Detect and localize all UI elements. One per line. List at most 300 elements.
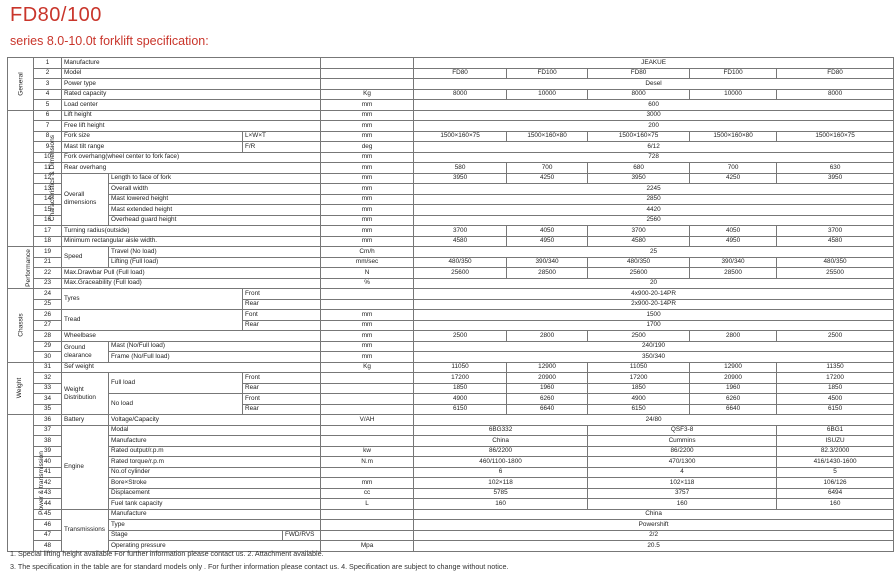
spec-value: 2x900-20-14PR bbox=[414, 299, 894, 310]
row-number: 37 bbox=[34, 425, 62, 436]
spec-unit bbox=[321, 289, 414, 300]
spec-value: 3757 bbox=[588, 488, 777, 499]
spec-value: 6/12 bbox=[414, 142, 894, 153]
table-row bbox=[8, 373, 894, 384]
spec-label: Mast (No/Full load) bbox=[109, 341, 321, 352]
spec-unit: mm bbox=[321, 226, 414, 237]
table-row bbox=[8, 110, 894, 121]
spec-unit: mm bbox=[321, 152, 414, 163]
group-label-general: General bbox=[8, 58, 34, 111]
spec-value: FD80 bbox=[588, 68, 690, 79]
row-number: 38 bbox=[34, 436, 62, 447]
spec-label: Lifting (Full load) bbox=[109, 257, 321, 268]
spec-label: Mast lowered height bbox=[109, 194, 321, 205]
spec-value: 1500×160×75 bbox=[588, 131, 690, 142]
spec-label: Rear bbox=[243, 404, 321, 415]
spec-label: Battery bbox=[62, 415, 109, 426]
spec-value: FD80 bbox=[414, 68, 507, 79]
spec-label: Lift height bbox=[62, 110, 321, 121]
spec-label: Rear bbox=[243, 320, 321, 331]
row-number: 33 bbox=[34, 383, 62, 394]
spec-unit: mm bbox=[321, 100, 414, 111]
spec-value: 2/2 bbox=[414, 530, 894, 541]
spec-label: Length to face of fork bbox=[109, 173, 321, 184]
spec-label: Sef weight bbox=[62, 362, 321, 373]
spec-value: 5 bbox=[777, 467, 894, 478]
spec-value: 20900 bbox=[507, 373, 588, 384]
spec-value: 3000 bbox=[414, 110, 894, 121]
table-row bbox=[8, 236, 894, 247]
spec-label: Minimum rectangular aisle width. bbox=[62, 236, 321, 247]
table-row bbox=[8, 478, 894, 489]
spec-label: Turning radius(outside) bbox=[62, 226, 321, 237]
spec-unit bbox=[321, 394, 414, 405]
table-row bbox=[8, 289, 894, 300]
spec-label: Model bbox=[62, 68, 321, 79]
spec-value: 102×118 bbox=[414, 478, 588, 489]
table-row bbox=[8, 89, 894, 100]
spec-value: 3950 bbox=[414, 173, 507, 184]
row-number: 15 bbox=[34, 205, 62, 216]
spec-value: 700 bbox=[690, 163, 777, 174]
table-row bbox=[8, 520, 894, 531]
spec-unit bbox=[321, 58, 414, 69]
spec-value: 12900 bbox=[690, 362, 777, 373]
spec-value: 6BG1 bbox=[777, 425, 894, 436]
spec-label: Tyres bbox=[62, 289, 243, 310]
spec-unit: mm bbox=[321, 173, 414, 184]
spec-value: 28500 bbox=[507, 268, 588, 279]
spec-value: 17200 bbox=[588, 373, 690, 384]
spec-label: Mast extended height bbox=[109, 205, 321, 216]
row-number: 8 bbox=[34, 131, 62, 142]
spec-value: Powershift bbox=[414, 520, 894, 531]
spec-value: 4500 bbox=[777, 394, 894, 405]
spec-unit: mm bbox=[321, 478, 414, 489]
spec-value: Cummins bbox=[588, 436, 777, 447]
spec-unit: Cm/h bbox=[321, 247, 414, 258]
spec-unit bbox=[321, 425, 414, 436]
row-number: 7 bbox=[34, 121, 62, 132]
spec-value: 4x900-20-14PR bbox=[414, 289, 894, 300]
spec-value: 4420 bbox=[414, 205, 894, 216]
spec-unit: mm bbox=[321, 352, 414, 363]
group-label-dimensions: Characteristics & Dimensions bbox=[8, 110, 34, 247]
spec-label: Wheelbase bbox=[62, 331, 321, 342]
spec-value: 8000 bbox=[777, 89, 894, 100]
footer-note-2: 3. The specification in the table are for standard models only . For further information please contact us. 4. Specification are subject to change without notice. bbox=[10, 562, 509, 571]
spec-unit: mm bbox=[321, 310, 414, 321]
spec-label: No load bbox=[109, 394, 243, 415]
spec-label: Engine bbox=[62, 425, 109, 509]
table-row bbox=[8, 499, 894, 510]
spec-value: 20.5 bbox=[414, 541, 894, 552]
group-label-chassis: Chassis bbox=[8, 289, 34, 363]
spec-value: 6 bbox=[414, 467, 588, 478]
row-number: 31 bbox=[34, 362, 62, 373]
group-label-power: Power & transmission bbox=[8, 415, 34, 552]
row-number: 29 bbox=[34, 341, 62, 352]
group-label-performance: Performance bbox=[8, 247, 34, 289]
spec-value: 630 bbox=[777, 163, 894, 174]
spec-label: Manufacture bbox=[62, 58, 321, 69]
spec-value: 11050 bbox=[414, 362, 507, 373]
spec-unit: deg bbox=[321, 142, 414, 153]
spec-unit: mm bbox=[321, 320, 414, 331]
table-row bbox=[8, 142, 894, 153]
spec-unit: % bbox=[321, 278, 414, 289]
spec-value: 2500 bbox=[777, 331, 894, 342]
row-number: 43 bbox=[34, 488, 62, 499]
spec-value: 1960 bbox=[690, 383, 777, 394]
spec-label: F/R bbox=[243, 142, 321, 153]
spec-label: Transmissions bbox=[62, 509, 109, 551]
spec-value: 2500 bbox=[588, 331, 690, 342]
spec-value: Desel bbox=[414, 79, 894, 90]
table-row bbox=[8, 152, 894, 163]
row-number: 36 bbox=[34, 415, 62, 426]
spec-value: 4580 bbox=[588, 236, 690, 247]
spec-label: Operating pressure bbox=[109, 541, 321, 552]
spec-value: 160 bbox=[414, 499, 588, 510]
row-number: 28 bbox=[34, 331, 62, 342]
spec-value: 6260 bbox=[690, 394, 777, 405]
spec-value: 160 bbox=[777, 499, 894, 510]
spec-value: 6260 bbox=[507, 394, 588, 405]
spec-value: 10000 bbox=[507, 89, 588, 100]
spec-unit: mm bbox=[321, 110, 414, 121]
spec-value: FD100 bbox=[507, 68, 588, 79]
table-row bbox=[8, 163, 894, 174]
spec-label: L×W×T bbox=[243, 131, 321, 142]
spec-label: Displacement bbox=[109, 488, 321, 499]
spec-value: 4900 bbox=[588, 394, 690, 405]
row-number: 35 bbox=[34, 404, 62, 415]
row-number: 24 bbox=[34, 289, 62, 300]
spec-value: 240/190 bbox=[414, 341, 894, 352]
table-row bbox=[8, 194, 894, 205]
spec-unit: mm bbox=[321, 184, 414, 195]
spec-value: 11350 bbox=[777, 362, 894, 373]
row-number: 46 bbox=[34, 520, 62, 531]
row-number: 3 bbox=[34, 79, 62, 90]
spec-unit: mm bbox=[321, 331, 414, 342]
spec-value: 600 bbox=[414, 100, 894, 111]
table-row bbox=[8, 173, 894, 184]
group-label-weight: Weight bbox=[8, 362, 34, 415]
spec-label: Frame (No/Full load) bbox=[109, 352, 321, 363]
row-number: 48 bbox=[34, 541, 62, 552]
spec-value: 12900 bbox=[507, 362, 588, 373]
spec-label: Front bbox=[243, 394, 321, 405]
row-number: 34 bbox=[34, 394, 62, 405]
row-number: 19 bbox=[34, 247, 62, 258]
row-number: 44 bbox=[34, 499, 62, 510]
spec-unit bbox=[321, 467, 414, 478]
spec-label: Stage bbox=[109, 530, 283, 541]
spec-label: Modal bbox=[109, 425, 321, 436]
spec-label: Fork overhang(wheel center to fork face) bbox=[62, 152, 321, 163]
spec-value: 82.3/2000 bbox=[777, 446, 894, 457]
table-row bbox=[8, 341, 894, 352]
spec-value: ISUZU bbox=[777, 436, 894, 447]
table-row bbox=[8, 79, 894, 90]
row-number: 26 bbox=[34, 310, 62, 321]
spec-label: Rear bbox=[243, 299, 321, 310]
row-number: 40 bbox=[34, 457, 62, 468]
spec-unit: V/AH bbox=[321, 415, 414, 426]
spec-value: 6494 bbox=[777, 488, 894, 499]
table-row bbox=[8, 215, 894, 226]
table-row bbox=[8, 278, 894, 289]
spec-value: 3950 bbox=[777, 173, 894, 184]
spec-value: 4950 bbox=[690, 236, 777, 247]
table-row bbox=[8, 257, 894, 268]
spec-unit bbox=[321, 509, 414, 520]
spec-value: 28500 bbox=[690, 268, 777, 279]
spec-value: 1500×160×75 bbox=[414, 131, 507, 142]
spec-value: 3700 bbox=[588, 226, 690, 237]
spec-value: FD100 bbox=[690, 68, 777, 79]
spec-value: 2800 bbox=[507, 331, 588, 342]
spec-value: 2245 bbox=[414, 184, 894, 195]
table-row bbox=[8, 58, 894, 69]
spec-value: 4050 bbox=[690, 226, 777, 237]
spec-label: FWD/RVS bbox=[283, 530, 321, 541]
spec-label: Rated capacity bbox=[62, 89, 321, 100]
spec-value: 460/1100-1800 bbox=[414, 457, 588, 468]
table-row bbox=[8, 121, 894, 132]
spec-value: 86/2200 bbox=[588, 446, 777, 457]
spec-unit: mm bbox=[321, 215, 414, 226]
table-row bbox=[8, 488, 894, 499]
spec-unit: cc bbox=[321, 488, 414, 499]
spec-value: 580 bbox=[414, 163, 507, 174]
spec-value: 390/340 bbox=[507, 257, 588, 268]
spec-value: 4250 bbox=[690, 173, 777, 184]
spec-value: 4950 bbox=[507, 236, 588, 247]
spec-value: 6150 bbox=[777, 404, 894, 415]
spec-label: Overall dimensions bbox=[62, 173, 109, 226]
spec-label: Free lift height bbox=[62, 121, 321, 132]
spec-label: Fork size bbox=[62, 131, 243, 142]
spec-label: Front bbox=[243, 373, 321, 384]
row-number: 1 bbox=[34, 58, 62, 69]
table-row bbox=[8, 268, 894, 279]
spec-label: Ground clearance bbox=[62, 341, 109, 362]
row-number: 5 bbox=[34, 100, 62, 111]
spec-value: 1500 bbox=[414, 310, 894, 321]
spec-label: Fuel tank capacity bbox=[109, 499, 321, 510]
spec-value: 4580 bbox=[777, 236, 894, 247]
spec-unit: N bbox=[321, 268, 414, 279]
spec-label: Front bbox=[243, 289, 321, 300]
spec-value: 6640 bbox=[507, 404, 588, 415]
row-number: 27 bbox=[34, 320, 62, 331]
spec-unit: Kg bbox=[321, 89, 414, 100]
spec-value: 4900 bbox=[414, 394, 507, 405]
spec-label: Mast tilt range bbox=[62, 142, 243, 153]
row-number: 14 bbox=[34, 194, 62, 205]
spec-value: JEAKUE bbox=[414, 58, 894, 69]
spec-value: 1960 bbox=[507, 383, 588, 394]
spec-unit bbox=[321, 383, 414, 394]
spec-label: Weight Distribution bbox=[62, 373, 109, 415]
spec-value: 480/350 bbox=[588, 257, 690, 268]
spec-label: Tread bbox=[62, 310, 243, 331]
table-row bbox=[8, 394, 894, 405]
row-number: 41 bbox=[34, 467, 62, 478]
spec-value: China bbox=[414, 436, 588, 447]
spec-label: Max.Drawbar Pull (Full load) bbox=[62, 268, 321, 279]
spec-label: Rated torque/r.p.m bbox=[109, 457, 321, 468]
table-row bbox=[8, 436, 894, 447]
spec-value: 24/80 bbox=[414, 415, 894, 426]
spec-value: 4 bbox=[588, 467, 777, 478]
table-row bbox=[8, 446, 894, 457]
spec-label: Overall width bbox=[109, 184, 321, 195]
spec-value: 86/2200 bbox=[414, 446, 588, 457]
spec-value: 4250 bbox=[507, 173, 588, 184]
spec-value: FD80 bbox=[777, 68, 894, 79]
spec-unit bbox=[321, 68, 414, 79]
spec-label: Bore×Stroke bbox=[109, 478, 321, 489]
spec-value: 680 bbox=[588, 163, 690, 174]
spec-value: 6BG332 bbox=[414, 425, 588, 436]
table-row bbox=[8, 247, 894, 258]
spec-value: 1700 bbox=[414, 320, 894, 331]
spec-value: 2850 bbox=[414, 194, 894, 205]
spec-value: China bbox=[414, 509, 894, 520]
spec-value: 480/350 bbox=[414, 257, 507, 268]
row-number: 47 bbox=[34, 530, 62, 541]
row-number: 32 bbox=[34, 373, 62, 384]
spec-unit bbox=[321, 530, 414, 541]
table-row bbox=[8, 100, 894, 111]
spec-unit: mm bbox=[321, 205, 414, 216]
row-number: 13 bbox=[34, 184, 62, 195]
footer-note-1: 1. Special lifting height available For further information please contact us. 2. Attachment available. bbox=[10, 549, 324, 558]
spec-value: 1850 bbox=[414, 383, 507, 394]
spec-value: 1500×160×80 bbox=[507, 131, 588, 142]
spec-value: 3700 bbox=[414, 226, 507, 237]
row-number: 11 bbox=[34, 163, 62, 174]
spec-value: 25600 bbox=[588, 268, 690, 279]
spec-value: 102×118 bbox=[588, 478, 777, 489]
spec-unit bbox=[321, 79, 414, 90]
spec-value: 20900 bbox=[690, 373, 777, 384]
spec-label: Power type bbox=[62, 79, 321, 90]
spec-value: 10000 bbox=[690, 89, 777, 100]
row-number: 16 bbox=[34, 215, 62, 226]
row-number: 2 bbox=[34, 68, 62, 79]
row-number: 39 bbox=[34, 446, 62, 457]
table-row bbox=[8, 68, 894, 79]
spec-value: 106/126 bbox=[777, 478, 894, 489]
spec-label: Manufacture bbox=[109, 509, 321, 520]
spec-label: Rear overhang bbox=[62, 163, 321, 174]
spec-unit: N.m bbox=[321, 457, 414, 468]
spec-value: 1500×160×75 bbox=[777, 131, 894, 142]
spec-value: 25 bbox=[414, 247, 894, 258]
spec-value: 728 bbox=[414, 152, 894, 163]
spec-value: 8000 bbox=[414, 89, 507, 100]
spec-value: 6150 bbox=[414, 404, 507, 415]
page-title: FD80/100 bbox=[10, 4, 102, 26]
spec-value: 1500×160×80 bbox=[690, 131, 777, 142]
table-row bbox=[8, 331, 894, 342]
spec-value: 17200 bbox=[414, 373, 507, 384]
spec-value: 2500 bbox=[414, 331, 507, 342]
spec-label: Overhead guard height bbox=[109, 215, 321, 226]
spec-unit: mm/sec bbox=[321, 257, 414, 268]
row-number: 22 bbox=[34, 268, 62, 279]
spec-value: 8000 bbox=[588, 89, 690, 100]
row-number: 42 bbox=[34, 478, 62, 489]
spec-unit: mm bbox=[321, 236, 414, 247]
spec-value: 390/340 bbox=[690, 257, 777, 268]
table-row bbox=[8, 509, 894, 520]
spec-value: 2800 bbox=[690, 331, 777, 342]
spec-label: Voltage/Capacity bbox=[109, 415, 321, 426]
spec-value: 6640 bbox=[690, 404, 777, 415]
spec-label: Speed bbox=[62, 247, 109, 268]
spec-label: Travel (No load) bbox=[109, 247, 321, 258]
spec-value: 700 bbox=[507, 163, 588, 174]
spec-unit: mm bbox=[321, 163, 414, 174]
table-row bbox=[8, 362, 894, 373]
row-number: 4 bbox=[34, 89, 62, 100]
table-row bbox=[8, 226, 894, 237]
spec-label: Load center bbox=[62, 100, 321, 111]
spec-value: 480/350 bbox=[777, 257, 894, 268]
spec-label: Rated output/r.p.m bbox=[109, 446, 321, 457]
spec-unit bbox=[321, 299, 414, 310]
spec-label: No.of cylinder bbox=[109, 467, 321, 478]
spec-label: Manufacture bbox=[109, 436, 321, 447]
spec-value: 1850 bbox=[588, 383, 690, 394]
spec-value: 6150 bbox=[588, 404, 690, 415]
row-number: 30 bbox=[34, 352, 62, 363]
row-number: 45 bbox=[34, 509, 62, 520]
spec-unit bbox=[321, 520, 414, 531]
spec-unit: Kg bbox=[321, 362, 414, 373]
spec-value: 470/1300 bbox=[588, 457, 777, 468]
spec-value: 160 bbox=[588, 499, 777, 510]
table-row bbox=[8, 415, 894, 426]
table-row bbox=[8, 205, 894, 216]
page-subtitle: series 8.0-10.0t forklift specification: bbox=[10, 34, 209, 48]
spec-value: 25500 bbox=[777, 268, 894, 279]
spec-label: Max.Graceability (Full load) bbox=[62, 278, 321, 289]
spec-value: 4580 bbox=[414, 236, 507, 247]
spec-value: 20 bbox=[414, 278, 894, 289]
table-row bbox=[8, 310, 894, 321]
spec-value: QSF3-8 bbox=[588, 425, 777, 436]
row-number: 21 bbox=[34, 257, 62, 268]
spec-label: Font bbox=[243, 310, 321, 321]
spec-unit: mm bbox=[321, 121, 414, 132]
spec-value: 200 bbox=[414, 121, 894, 132]
spec-value: 17200 bbox=[777, 373, 894, 384]
row-number: 25 bbox=[34, 299, 62, 310]
spec-value: 25600 bbox=[414, 268, 507, 279]
spec-value: 350/340 bbox=[414, 352, 894, 363]
table-row bbox=[8, 131, 894, 142]
row-number: 23 bbox=[34, 278, 62, 289]
row-number: 9 bbox=[34, 142, 62, 153]
row-number: 12 bbox=[34, 173, 62, 184]
